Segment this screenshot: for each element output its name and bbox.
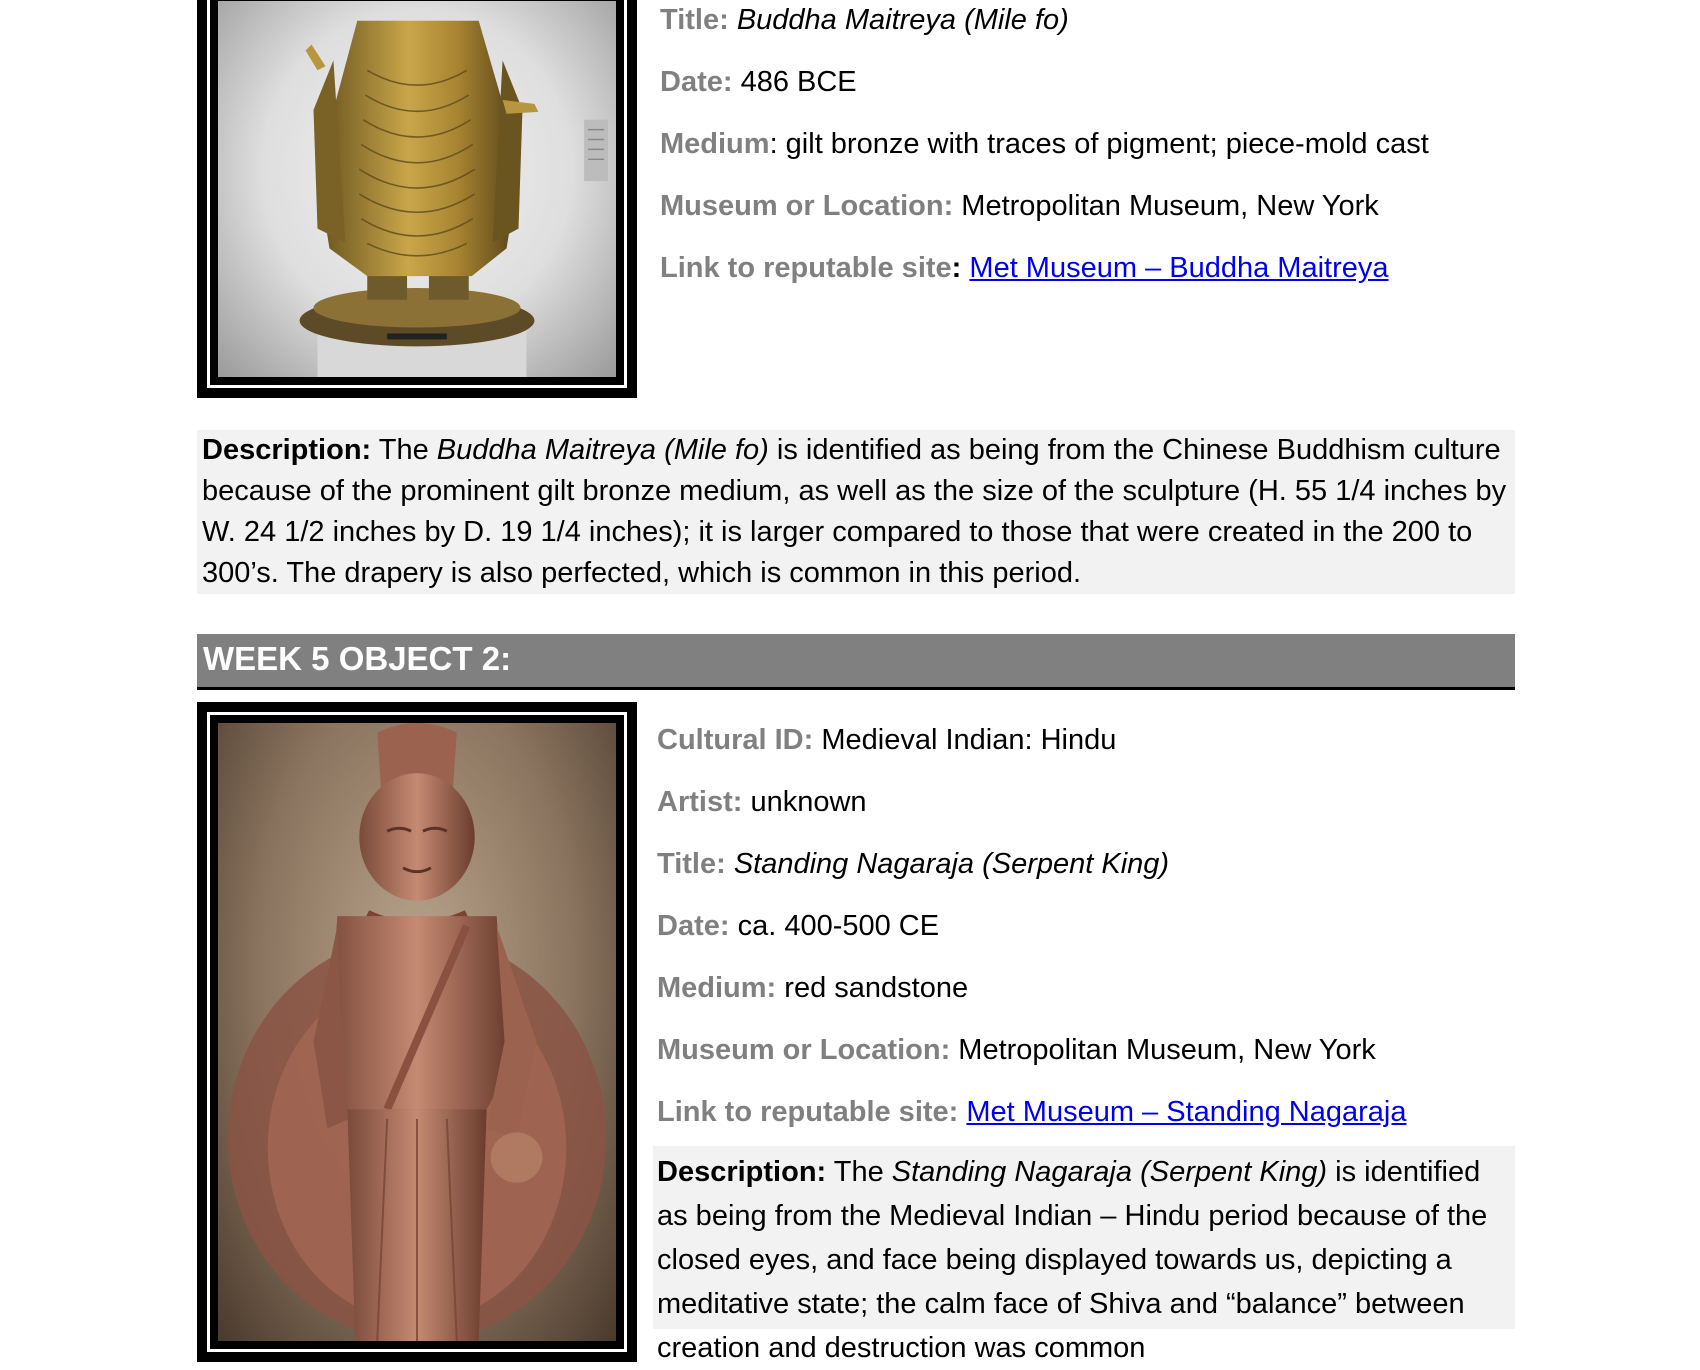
object2-medium-field [657, 970, 968, 1006]
met-museum-standing-nagaraja-link[interactable]: Met Museum – Standing Nagaraja [966, 1096, 1407, 1128]
field-label: Date: [660, 66, 733, 98]
field-label: Museum or Location: [660, 190, 954, 222]
object2-cultural-id-field [657, 722, 1116, 758]
field-label: Title: [657, 848, 726, 880]
standing-nagaraja-image [218, 723, 616, 1341]
field-value: : gilt bronze with traces of pigment; piece-mold cast [769, 128, 1429, 160]
field-label: Title: [660, 4, 729, 36]
buddha-maitreya-image-frame [197, 0, 637, 398]
buddha-maitreya-image [218, 1, 616, 377]
object2-museum-field [657, 1032, 1376, 1068]
description-text: is identified as being from the Medieval Indian – Hindu period because of the closed eyes, and face being displayed towards us, depicting a meditative state; the calm face of Shiva and “balance” between creation and destruction was common [657, 1156, 1488, 1364]
object1-description [202, 430, 1514, 594]
object1-museum-field [660, 188, 1379, 224]
description-label: Description: [657, 1156, 827, 1188]
field-value: Metropolitan Museum, New York [958, 1034, 1376, 1066]
object1-medium-field [660, 126, 1429, 162]
object1-date-field [660, 64, 857, 100]
field-value: Metropolitan Museum, New York [961, 190, 1379, 222]
description-italic-title: Standing Nagaraja (Serpent King) [891, 1156, 1328, 1188]
description-pre: The [378, 434, 429, 466]
nagaraja-statue-illustration [218, 723, 616, 1341]
field-label: Medium: [657, 972, 777, 1004]
object2-date-field [657, 908, 939, 944]
met-museum-buddha-maitreya-link[interactable]: Met Museum – Buddha Maitreya [969, 252, 1389, 284]
description-italic-title: Buddha Maitreya (Mile fo) [436, 434, 769, 466]
field-value: Medieval Indian: Hindu [821, 724, 1117, 756]
link-colon: : [951, 252, 962, 284]
field-value: Buddha Maitreya (Mile fo) [736, 4, 1069, 36]
field-label: Link to reputable site: [657, 1096, 959, 1128]
buddha-statue-illustration [218, 1, 616, 377]
description-pre: The [833, 1156, 884, 1188]
field-value: unknown [750, 786, 867, 818]
object2-title-field [657, 846, 1169, 882]
field-label: Date: [657, 910, 730, 942]
description-text: is identified as being from the Chinese Buddhism culture because of the prominent gilt bronze medium, as well as the size of the sculpture (H. 55 1/4 inches by W. 24 1/2 inches by D. 19 1/4 inches); it is larger compared to those that were created in the 200 to 300’s. The drapery is also perfected, which is common in this period. [202, 434, 1507, 589]
week5-object2-header [197, 634, 1515, 690]
standing-nagaraja-image-frame [197, 702, 637, 1362]
object2-description [657, 1150, 1511, 1370]
section-header-text: WEEK 5 OBJECT 2: [203, 640, 512, 677]
object1-link-field [660, 250, 1389, 286]
field-value: red sandstone [784, 972, 969, 1004]
field-value: 486 BCE [740, 66, 857, 98]
object2-link-field [657, 1094, 1406, 1130]
field-label: Artist: [657, 786, 743, 818]
field-value: Standing Nagaraja (Serpent King) [733, 848, 1170, 880]
field-label: Cultural ID: [657, 724, 814, 756]
object1-title-field [660, 2, 1069, 38]
object2-artist-field [657, 784, 867, 820]
field-label: Link to reputable site [660, 252, 952, 284]
field-value: ca. 400-500 CE [737, 910, 940, 942]
field-label: Museum or Location: [657, 1034, 951, 1066]
description-label: Description: [202, 434, 372, 466]
field-label: Medium [660, 128, 770, 160]
